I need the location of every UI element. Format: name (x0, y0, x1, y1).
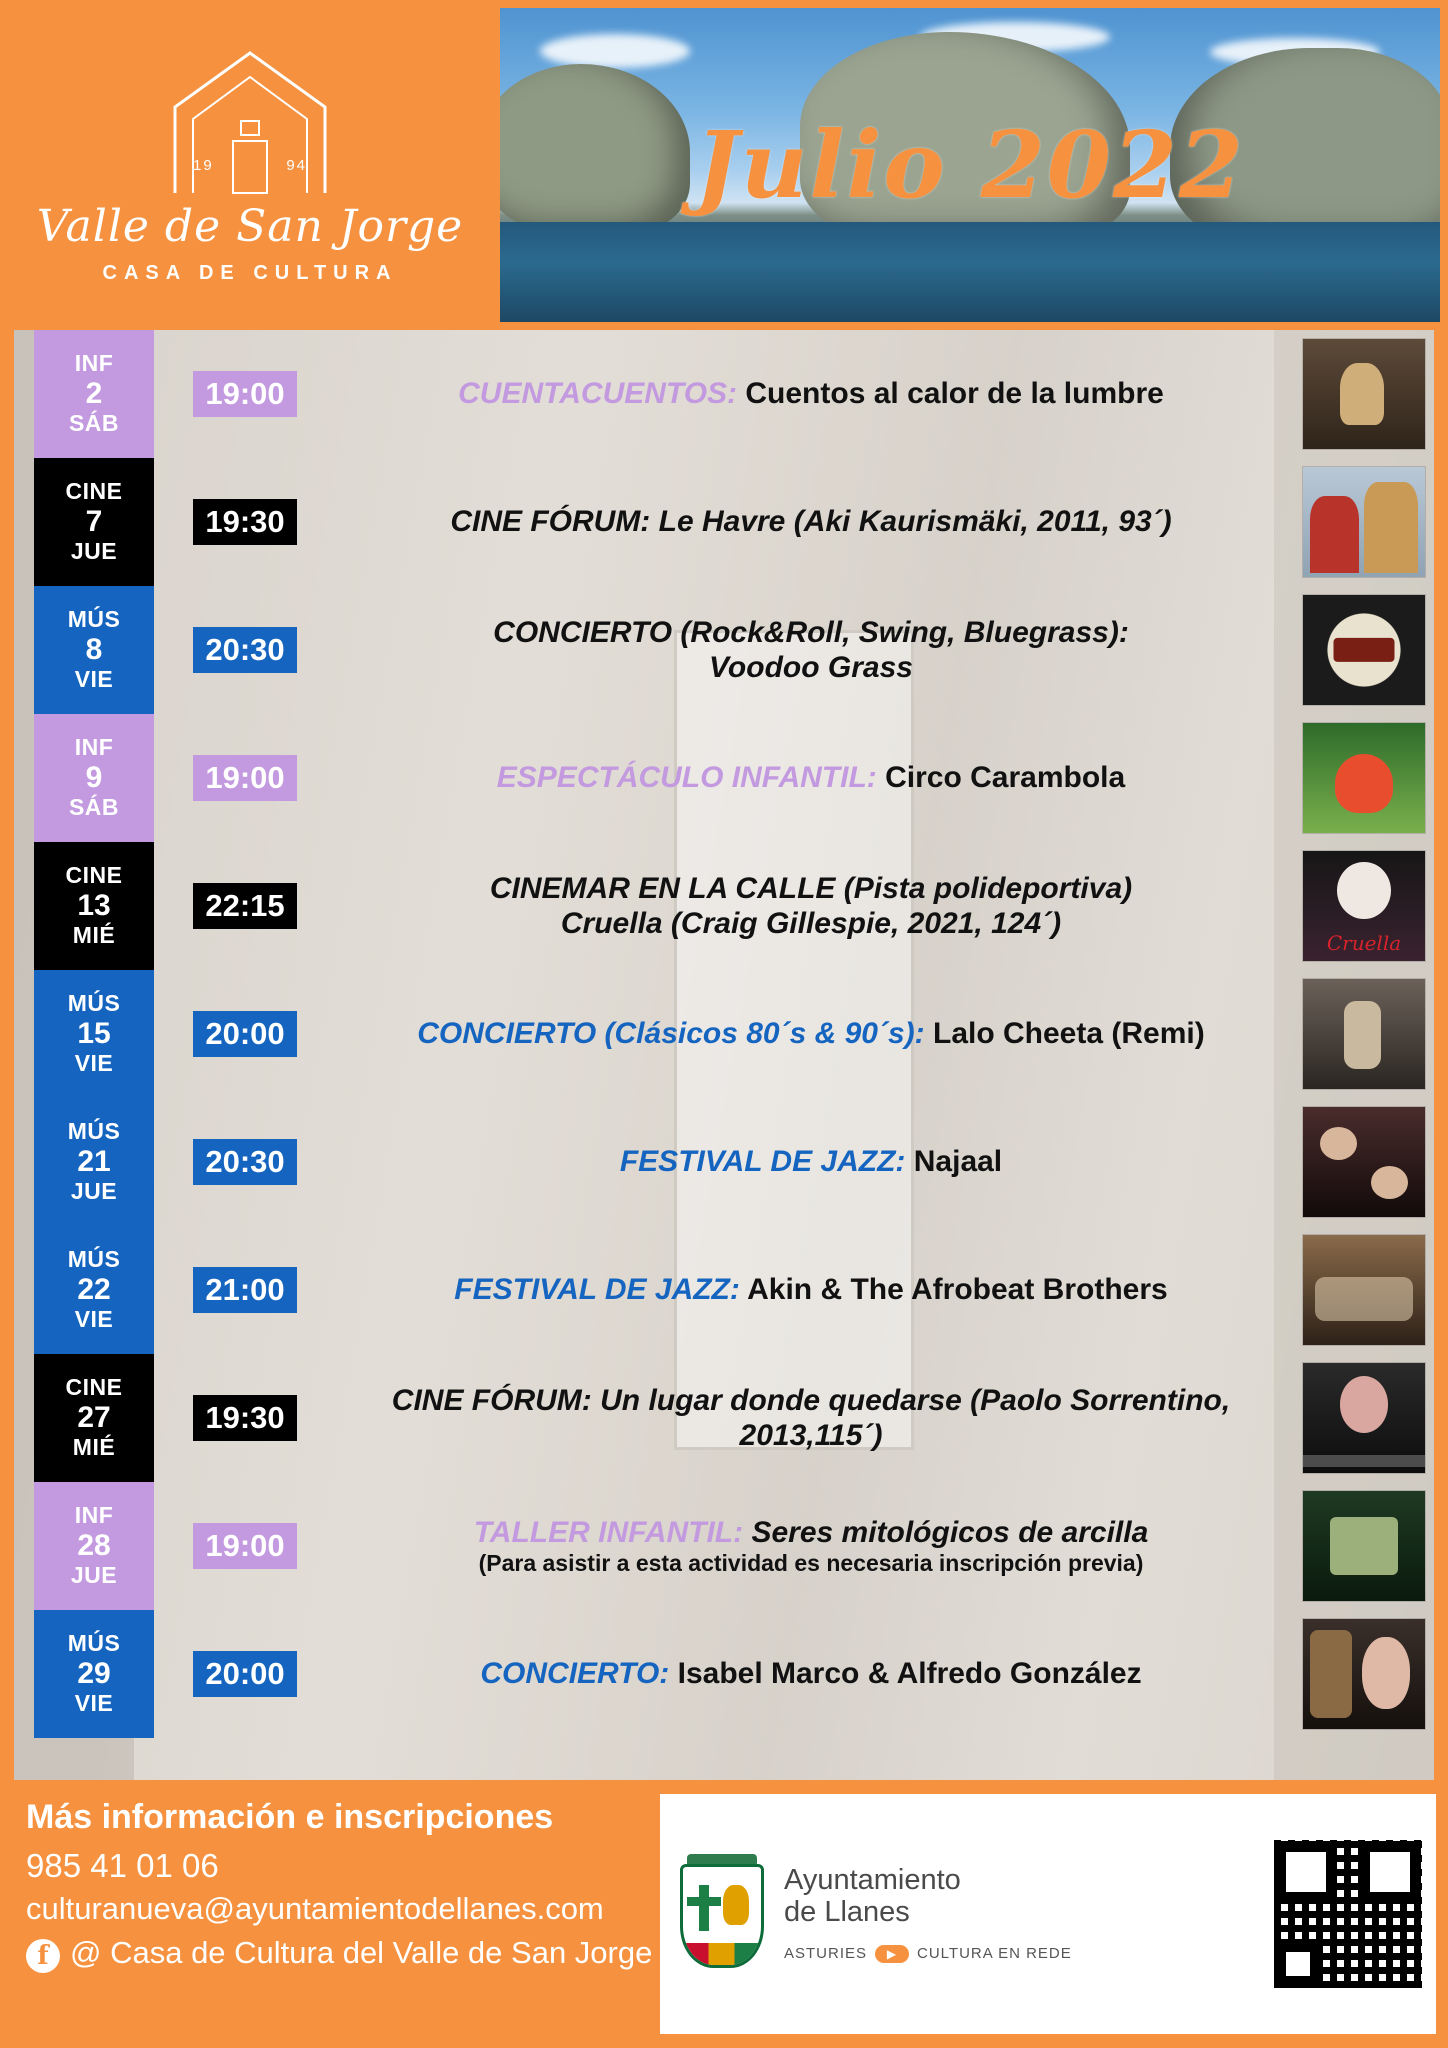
event-time-wrap (170, 1482, 320, 1610)
event-title: Najaal (905, 1145, 1003, 1179)
event-note: (Para asistir a esta actividad es necesaria inscripción previa) (478, 1550, 1144, 1577)
event-description (320, 330, 1302, 458)
event-time: 19:30 (193, 499, 296, 545)
event-weekday: MIÉ (72, 921, 116, 948)
event-description (320, 586, 1302, 714)
event-weekday: JUE (70, 1561, 118, 1588)
event-tag: FESTIVAL DE JAZZ: (619, 1145, 906, 1179)
event-weekday: JUE (70, 537, 118, 564)
event-time: 21:00 (193, 1267, 296, 1313)
event-time: 20:30 (193, 1139, 296, 1185)
event-weekday: SÁB (68, 793, 120, 820)
event-tag: CINE FÓRUM: (450, 505, 651, 539)
event-title: Lalo Cheeta (Remi) (924, 1017, 1205, 1051)
event-day: 2 (85, 377, 103, 411)
event-tag: CUENTACUENTOS: (458, 377, 738, 411)
event-time: 19:00 (193, 371, 296, 417)
event-weekday: SÁB (68, 409, 120, 436)
event-time: 19:00 (193, 1523, 296, 1569)
event-weekday: VIE (74, 665, 114, 692)
event-date-badge (34, 458, 154, 586)
event-time-wrap (170, 330, 320, 458)
play-icon: ▶ (875, 1945, 909, 1963)
event-time: 20:30 (193, 627, 296, 673)
event-date-badge (34, 1226, 154, 1354)
event-category: MÚS (67, 606, 121, 633)
poster-header (0, 0, 1448, 330)
event-category: MÚS (67, 1246, 121, 1273)
event-thumbnail (1302, 338, 1426, 450)
event-category: CINE (65, 862, 123, 889)
event-time: 20:00 (193, 1011, 296, 1057)
event-description (320, 1610, 1302, 1738)
event-category: MÚS (67, 990, 121, 1017)
event-tag: CINEMAR EN LA CALLE (Pista polideportiva) (489, 871, 1133, 905)
event-time-wrap (170, 586, 320, 714)
event-day: 8 (85, 633, 103, 667)
event-row (14, 458, 1434, 586)
event-category: INF (74, 350, 114, 377)
event-description (320, 1354, 1302, 1482)
event-date-badge (34, 1354, 154, 1482)
event-weekday: VIE (74, 1305, 114, 1332)
event-thumbnail (1302, 1618, 1426, 1730)
event-day: 27 (77, 1401, 111, 1435)
event-weekday: VIE (74, 1049, 114, 1076)
event-date-badge (34, 586, 154, 714)
cultura-en-rede-label: CULTURA EN REDE (917, 1945, 1072, 1963)
event-thumbnail (1302, 1362, 1426, 1474)
event-title: Un lugar donde quedarse (Paolo Sorrentino, 2013,115´) (591, 1383, 1231, 1452)
event-category: INF (74, 734, 114, 761)
event-tag: TALLER INFANTIL: (473, 1515, 744, 1549)
contact-title: Más información e inscripciones (26, 1798, 554, 1836)
event-date-badge (34, 1610, 154, 1738)
events-rows (14, 330, 1434, 1738)
contact-phone[interactable]: 985 41 01 06 (26, 1847, 219, 1884)
facebook-icon[interactable]: f (26, 1939, 60, 1973)
event-description (320, 970, 1302, 1098)
event-date-badge (34, 1098, 154, 1226)
event-title: Voodoo Grass (709, 651, 913, 684)
event-row (14, 330, 1434, 458)
event-row (14, 842, 1434, 970)
event-weekday: JUE (70, 1177, 118, 1204)
event-title: Cuentos al calor de la lumbre (737, 377, 1164, 411)
asturies-label: ASTURIES (784, 1945, 868, 1963)
social-row[interactable] (26, 1935, 660, 1977)
event-title: Isabel Marco & Alfredo González (669, 1657, 1142, 1691)
event-category: MÚS (67, 1630, 121, 1657)
event-tag: ESPECTÁCULO INFANTIL: (496, 761, 877, 795)
event-description (320, 842, 1302, 970)
event-thumbnail (1302, 466, 1426, 578)
logo-year-right: 94 (286, 157, 307, 174)
header-banner-image (500, 8, 1440, 322)
event-row (14, 714, 1434, 842)
event-thumbnail (1302, 722, 1426, 834)
event-description (320, 1226, 1302, 1354)
contact-block (0, 1780, 660, 2048)
event-tag: CONCIERTO: (480, 1657, 670, 1691)
event-time-wrap (170, 1226, 320, 1354)
event-description (320, 1098, 1302, 1226)
event-time-wrap (170, 714, 320, 842)
social-handle: @ Casa de Cultura del Valle de San Jorge (70, 1935, 653, 1970)
event-category: INF (74, 1502, 114, 1529)
event-weekday: VIE (74, 1689, 114, 1716)
event-row (14, 1098, 1434, 1226)
event-day: 7 (85, 505, 103, 539)
event-description (320, 714, 1302, 842)
event-category: CINE (65, 478, 123, 505)
logo-subtitle: CASA DE CULTURA (102, 262, 398, 284)
event-time: 22:15 (193, 883, 296, 929)
event-date-badge (34, 842, 154, 970)
event-time-wrap (170, 1354, 320, 1482)
event-row (14, 1354, 1434, 1482)
event-row (14, 1610, 1434, 1738)
event-time-wrap (170, 458, 320, 586)
event-time: 19:30 (193, 1395, 296, 1441)
ayuntamiento-line2: de Llanes (784, 1896, 910, 1928)
event-description (320, 1482, 1302, 1610)
event-weekday: MIÉ (72, 1433, 116, 1460)
event-time-wrap (170, 1098, 320, 1226)
event-title: Le Havre (Aki Kaurismäki, 2011, 93´) (650, 505, 1172, 539)
event-row (14, 1226, 1434, 1354)
event-day: 15 (77, 1017, 111, 1051)
event-tag: CONCIERTO (Rock&Roll, Swing, Bluegrass): (493, 615, 1129, 649)
logo-year-left: 19 (193, 157, 214, 174)
event-day: 21 (77, 1145, 111, 1179)
event-date-badge (34, 330, 154, 458)
event-thumbnail (1302, 850, 1426, 962)
event-date-badge (34, 1482, 154, 1610)
event-day: 29 (77, 1657, 111, 1691)
event-title: Seres mitológicos de arcilla (743, 1515, 1149, 1549)
logo-name: Valle de San Jorge (36, 201, 464, 252)
event-time-wrap (170, 1610, 320, 1738)
event-time: 19:00 (193, 755, 296, 801)
event-day: 13 (77, 889, 111, 923)
event-row (14, 970, 1434, 1098)
event-category: MÚS (67, 1118, 121, 1145)
ayuntamiento-text (784, 1865, 1260, 1963)
event-title: Akin & The Afrobeat Brothers (739, 1273, 1168, 1307)
banner-title: Julio 2022 (695, 111, 1245, 219)
qr-code[interactable] (1274, 1840, 1422, 1988)
event-tag: FESTIVAL DE JAZZ: (454, 1273, 740, 1307)
event-tag: CINE FÓRUM: (391, 1383, 592, 1417)
event-day: 22 (77, 1273, 111, 1307)
poster-footer (0, 1780, 1448, 2048)
house-icon (155, 45, 345, 195)
ayuntamiento-line1: Ayuntamiento (784, 1864, 961, 1897)
event-date-badge (34, 970, 154, 1098)
event-time: 20:00 (193, 1651, 296, 1697)
event-thumbnail (1302, 594, 1426, 706)
event-day: 9 (85, 761, 103, 795)
event-category: CINE (65, 1374, 123, 1401)
event-title: Circo Carambola (876, 761, 1126, 795)
event-day: 28 (77, 1529, 111, 1563)
event-row (14, 586, 1434, 714)
event-title: Cruella (Craig Gillespie, 2021, 124´) (560, 907, 1062, 940)
event-time-wrap (170, 842, 320, 970)
event-date-badge (34, 714, 154, 842)
event-thumbnail (1302, 978, 1426, 1090)
llanes-crest-icon (674, 1854, 770, 1974)
event-thumbnail (1302, 1234, 1426, 1346)
events-listing (14, 330, 1434, 1780)
event-description (320, 458, 1302, 586)
institution-block (660, 1794, 1436, 2034)
event-time-wrap (170, 970, 320, 1098)
casa-de-cultura-logo (0, 0, 500, 330)
event-row (14, 1482, 1434, 1610)
event-thumbnail (1302, 1490, 1426, 1602)
event-thumbnail (1302, 1106, 1426, 1218)
event-tag: CONCIERTO (Clásicos 80´s & 90´s): (417, 1017, 925, 1051)
contact-email[interactable]: culturanueva@ayuntamientodellanes.com (26, 1891, 604, 1926)
